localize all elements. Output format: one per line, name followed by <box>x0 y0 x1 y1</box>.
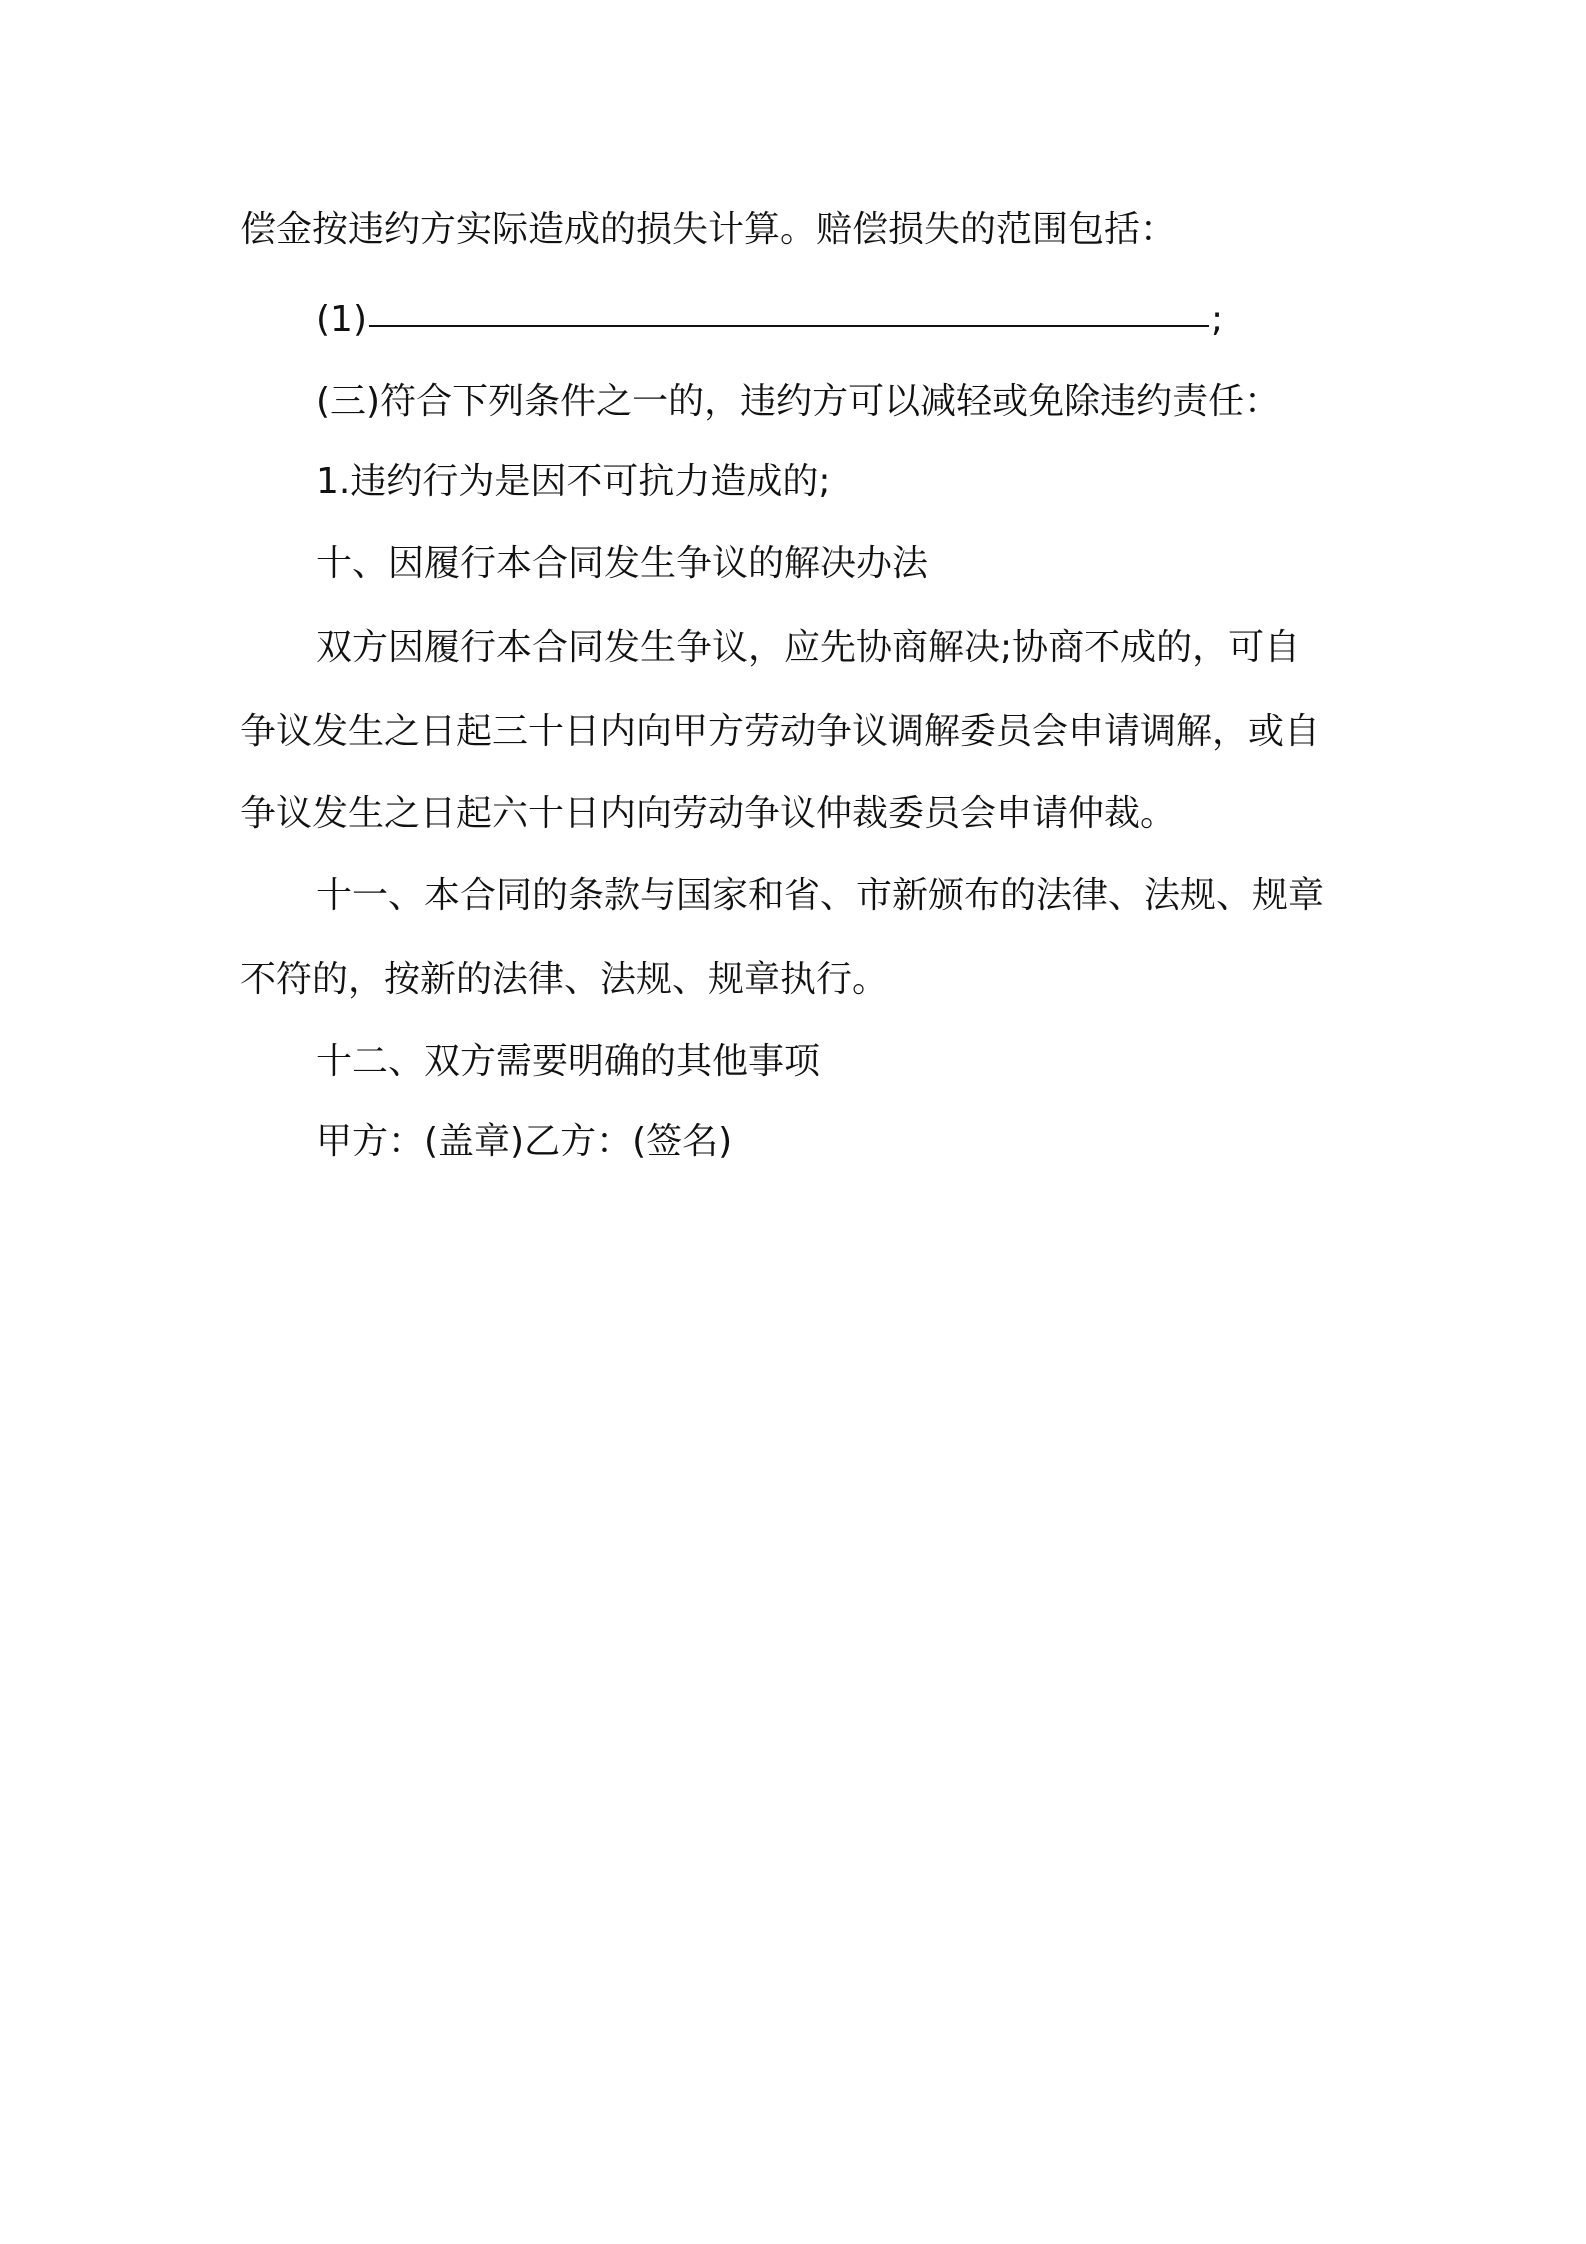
item-terminator: ; <box>1211 299 1224 340</box>
signature-line: 甲方：(盖章)乙方：(签名) <box>316 1121 733 1162</box>
paragraph-dispute-line-2: 争议发生之日起三十日内向甲方劳动争议调解委员会申请调解，或自 <box>240 711 1321 752</box>
paragraph-exemption-conditions: (三)符合下列条件之一的，违约方可以减轻或免除违约责任： <box>316 381 1281 422</box>
fill-in-item-1 <box>316 278 1223 362</box>
paragraph-compensation-scope: 偿金按违约方实际造成的损失计算。赔偿损失的范围包括： <box>240 209 1177 250</box>
paragraph-force-majeure: 1.违约行为是因不可抗力造成的; <box>316 461 831 502</box>
section-heading-12: 十二、双方需要明确的其他事项 <box>316 1041 821 1082</box>
paragraph-dispute-line-1: 双方因履行本合同发生争议，应先协商解决;协商不成的，可自 <box>316 627 1301 668</box>
paragraph-dispute-line-3: 争议发生之日起六十日内向劳动争议仲裁委员会申请仲裁。 <box>240 793 1177 834</box>
section-11-line-1: 十一、本合同的条款与国家和省、市新颁布的法律、法规、规章 <box>316 875 1325 916</box>
fill-in-blank <box>369 324 1209 327</box>
section-heading-10: 十、因履行本合同发生争议的解决办法 <box>316 543 929 584</box>
section-11-line-2: 不符的，按新的法律、法规、规章执行。 <box>240 959 889 1000</box>
item-number: (1) <box>316 299 367 340</box>
